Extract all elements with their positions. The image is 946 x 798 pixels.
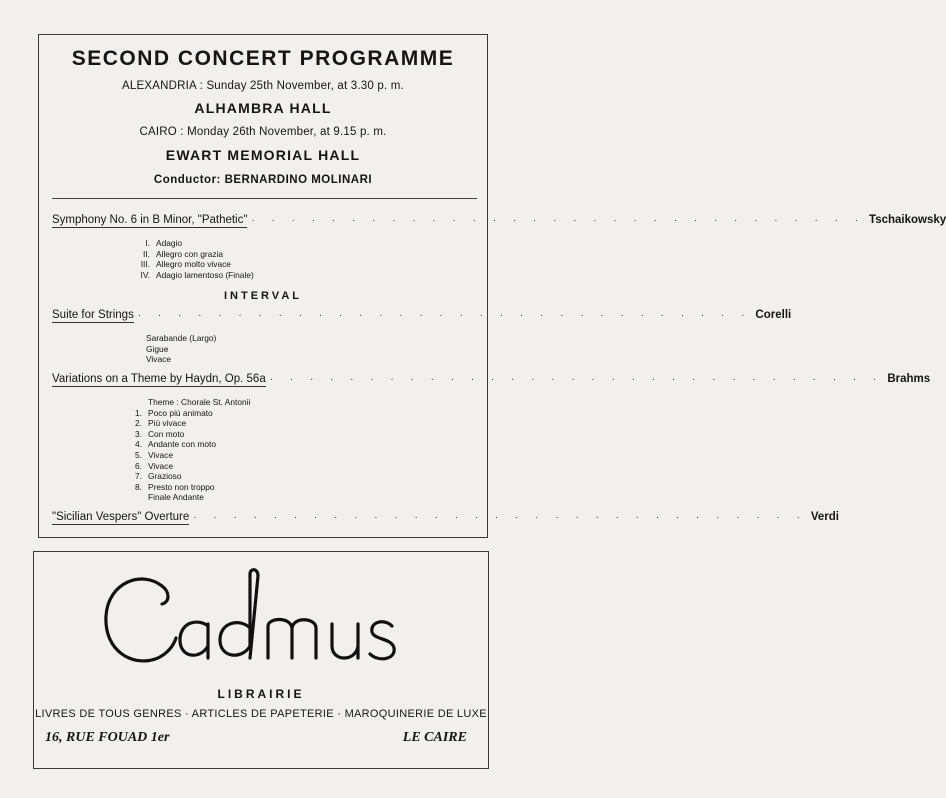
city: LE CAIRE [402, 730, 467, 745]
cairo-date: CAIRO : Monday 26th November, at 9.15 p. m. [139, 126, 387, 138]
conductor: Conductor: BERNARDINO MOLINARI [153, 174, 373, 186]
movement: 5. Vivace [135, 449, 173, 460]
cairo-hall: EWART MEMORIAL HALL [165, 147, 361, 163]
work-symphony [52, 214, 946, 230]
cadmus-logo [100, 566, 430, 681]
dot-leader: · · · · · · · · · · · · · · · · · · · · · · · · · · · · · · · [137, 310, 752, 321]
dot-leader: · · · · · · · · · · · · · · · · · · · · · · · · · · · · · · · [251, 215, 866, 226]
theme-line: Theme : Chorale St. Antonii [148, 397, 251, 407]
composer: Tschaikowsky [869, 214, 946, 226]
movement: 7. Grazioso [135, 471, 182, 482]
movement: Finale Andante [148, 492, 204, 503]
composer: Corelli [755, 309, 792, 321]
dot-leader: · · · · · · · · · · · · · · · · · · · · · · · · · · · · · · · [269, 374, 884, 385]
services-line: LIVRES DE TOUS GENRES · ARTICLES DE PAPETERIE · MAROQUINERIE DE LUXE [35, 708, 487, 720]
composer: Verdi [810, 511, 840, 523]
movement: II. Allegro con grazia [143, 248, 224, 259]
movement: III. Allegro molto vivace [140, 259, 231, 270]
movement-list [146, 333, 216, 365]
movement: 8. Presto non troppo [135, 481, 215, 492]
movement: 4. Andante con moto [135, 439, 216, 450]
movement-list [134, 238, 254, 280]
work-suite [52, 309, 792, 325]
address: 16, RUE FOUAD 1er [45, 730, 170, 745]
movement: Gigue [146, 343, 169, 354]
movement: Vivace [146, 354, 171, 365]
movement: IV. Adagio lamentoso (Finale) [140, 269, 254, 280]
movement: I. Adagio [145, 238, 183, 248]
work-title: "Sicilian Vespers" Overture [52, 511, 190, 523]
work-title: Symphony No. 6 in B Minor, "Pathetic" [52, 214, 248, 226]
movement: 6. Vivace [135, 460, 173, 471]
alexandria-date: ALEXANDRIA : Sunday 25th November, at 3.30 p. m. [122, 80, 404, 92]
movement: 3. Con moto [135, 428, 185, 439]
movement-list [126, 397, 250, 503]
movement: 1. Poco più animato [135, 407, 213, 418]
interval-heading: INTERVAL [224, 290, 302, 302]
movement: 2. Più vivace [135, 418, 187, 429]
work-title: Suite for Strings [52, 309, 134, 321]
alexandria-hall: ALHAMBRA HALL [194, 100, 332, 116]
work-overture [52, 511, 840, 527]
librairie-label: LIBRAIRIE [217, 687, 305, 701]
programme-title: SECOND CONCERT PROGRAMME [71, 47, 455, 70]
work-title: Variations on a Theme by Haydn, Op. 56a [52, 373, 266, 385]
header-divider [52, 198, 477, 199]
dot-leader: · · · · · · · · · · · · · · · · · · · · · · · · · · · · · · · [193, 512, 807, 523]
work-variations [52, 373, 931, 389]
movement: Sarabande (Largo) [146, 333, 217, 343]
composer: Brahms [887, 373, 931, 385]
